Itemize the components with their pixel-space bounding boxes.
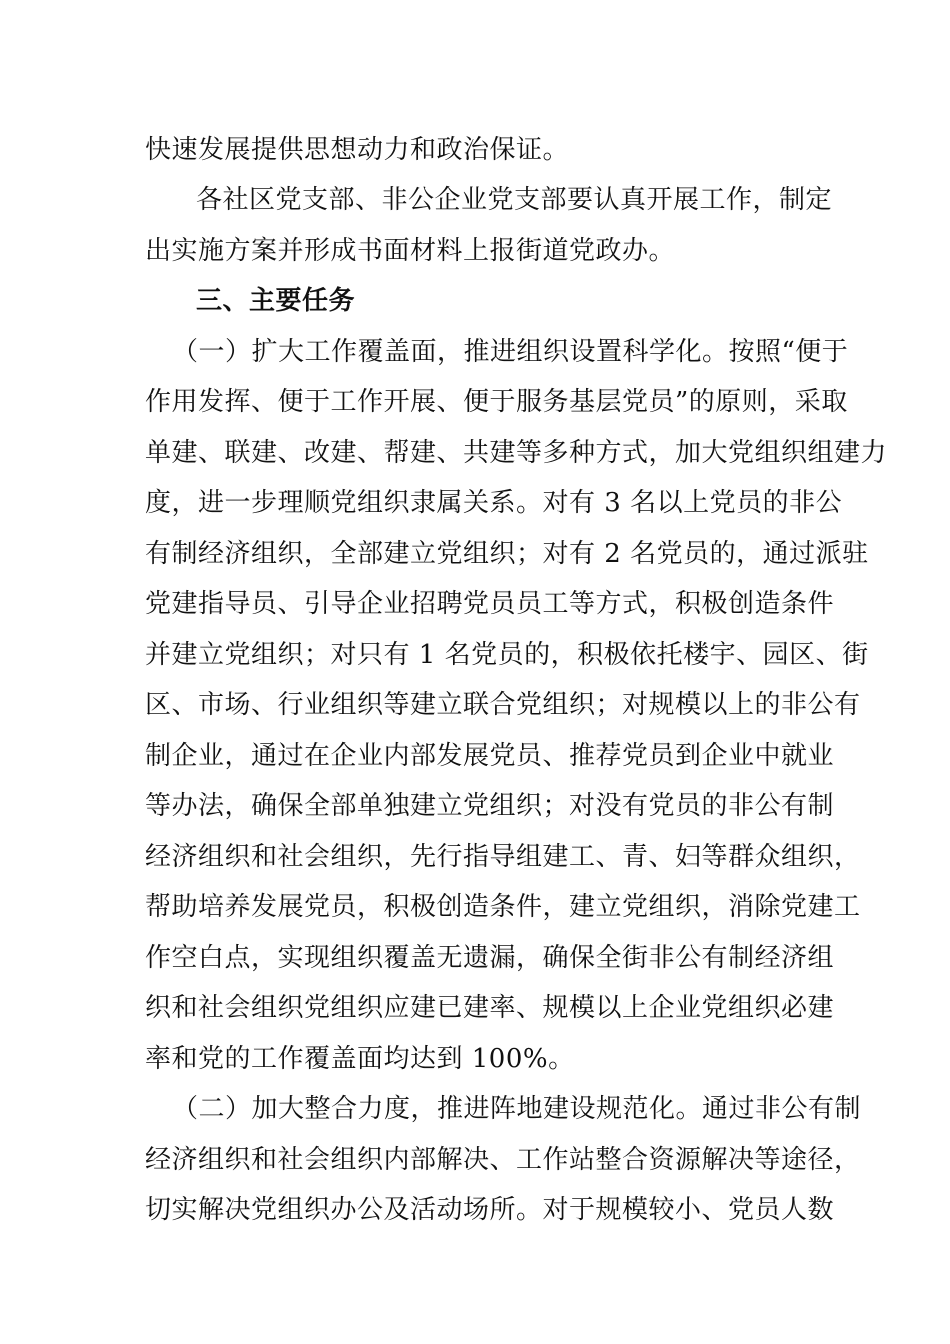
- paragraph-line-8: 度，进一步理顺党组织隶属关系。对有 3 名以上党员的非公: [145, 488, 843, 518]
- paragraph-line-12: 区、市场、行业组织等建立联合党组织；对规模以上的非公有: [145, 690, 861, 720]
- paragraph-line-7: 单建、联建、改建、帮建、共建等多种方式，加大党组织组建力: [145, 438, 888, 468]
- paragraph-line-15: 经济组织和社会组织，先行指导组建工、青、妇等群众组织，: [145, 842, 861, 872]
- paragraph-line-21: 经济组织和社会组织内部解决、工作站整合资源解决等途径，: [145, 1145, 861, 1175]
- paragraph-line-18: 织和社会组织党组织应建已建率、规模以上企业党组织必建: [145, 993, 835, 1023]
- paragraph-line-20: （二）加大整合力度，推进阵地建设规范化。通过非公有制: [172, 1094, 862, 1124]
- paragraph-line-14: 等办法，确保全部单独建立党组织；对没有党员的非公有制: [145, 791, 835, 821]
- paragraph-line-17: 作空白点，实现组织覆盖无遗漏，确保全街非公有制经济组: [145, 943, 835, 973]
- paragraph-line-22: 切实解决党组织办公及活动场所。对于规模较小、党员人数: [145, 1195, 835, 1225]
- paragraph-line-10: 党建指导员、引导企业招聘党员员工等方式，积极创造条件: [145, 589, 835, 619]
- paragraph-line-19: 率和党的工作覆盖面均达到 100%。: [145, 1044, 575, 1074]
- paragraph-line-5: （一）扩大工作覆盖面，推进组织设置科学化。按照“便于: [172, 337, 849, 367]
- paragraph-line-9: 有制经济组织，全部建立党组织；对有 2 名党员的，通过派驻: [145, 539, 869, 569]
- paragraph-line-2: 各社区党支部、非公企业党支部要认真开展工作，制定: [196, 185, 833, 215]
- paragraph-line-13: 制企业，通过在企业内部发展党员、推荐党员到企业中就业: [145, 741, 835, 771]
- paragraph-line-1: 快速发展提供思想动力和政治保证。: [145, 135, 570, 165]
- paragraph-line-16: 帮助培养发展党员，积极创造条件，建立党组织，消除党建工: [145, 892, 861, 922]
- section-heading: 三、主要任务: [196, 286, 356, 316]
- paragraph-line-6: 作用发挥、便于工作开展、便于服务基层党员”的原则，采取: [145, 387, 848, 417]
- paragraph-line-3: 出实施方案并形成书面材料上报街道党政办。: [145, 236, 676, 266]
- paragraph-line-11: 并建立党组织；对只有 1 名党员的，积极依托楼宇、园区、街: [145, 640, 869, 670]
